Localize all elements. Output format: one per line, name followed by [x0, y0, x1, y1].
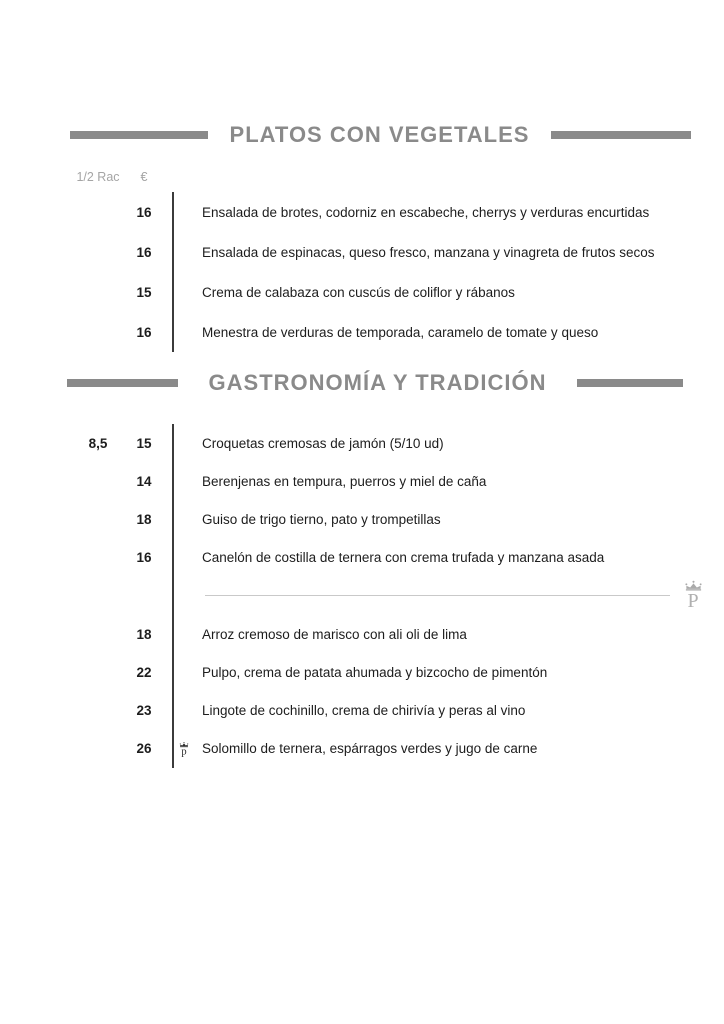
- menu-item-row: [0, 615, 724, 653]
- menu-item-row: [0, 462, 724, 500]
- menu-item-row: [0, 272, 724, 312]
- divider-line: [205, 595, 670, 596]
- item-description: Guiso de trigo tierno, pato y trompetillas: [202, 512, 441, 528]
- menu-item-row: [0, 192, 724, 232]
- item-price: 16: [136, 550, 152, 566]
- mark-letter: p: [181, 746, 187, 758]
- item-price: 26: [136, 741, 152, 757]
- item-description: Crema de calabaza con cuscús de coliflor y rábanos: [202, 284, 515, 300]
- column-headers: [70, 170, 162, 184]
- item-price: 16: [136, 244, 152, 260]
- item-list-vegetales: [0, 192, 724, 352]
- col-header-euro: €: [140, 170, 148, 184]
- item-price: 23: [136, 703, 152, 719]
- item-list-gastronomia: [0, 424, 724, 768]
- menu-item-row: [0, 500, 724, 538]
- menu-item-row: [0, 232, 724, 272]
- item-price: 18: [136, 626, 152, 642]
- item-price: 16: [136, 324, 152, 340]
- logo-letter: P: [687, 590, 699, 612]
- item-description: Lingote de cochinillo, crema de chirivía y peras al vino: [202, 703, 526, 719]
- restaurant-logo: [677, 580, 709, 611]
- crown-p-mark: [179, 741, 189, 756]
- header-rule-left: [70, 131, 208, 139]
- header-rule-right: [551, 131, 691, 139]
- item-description: Canelón de costilla de ternera con crema trufada y manzana asada: [202, 550, 605, 566]
- item-price: 16: [136, 204, 152, 220]
- half-ration-price: 8,5: [88, 435, 108, 451]
- item-description: Ensalada de brotes, codorniz en escabeche, cherrys y verduras encurtidas: [202, 204, 650, 220]
- item-description: Ensalada de espinacas, queso fresco, manzana y vinagreta de frutos secos: [202, 244, 655, 260]
- menu-item-row: [0, 424, 724, 462]
- menu-item-row: [0, 312, 724, 352]
- item-description: Menestra de verduras de temporada, caramelo de tomate y queso: [202, 324, 599, 340]
- item-description: Arroz cremoso de marisco con ali oli de lima: [202, 626, 467, 642]
- section-title-vegetales: PLATOS CON VEGETALES: [229, 122, 530, 147]
- item-price: 18: [136, 512, 152, 528]
- menu-item-row: [0, 539, 724, 577]
- item-price: 22: [136, 664, 152, 680]
- col-header-half-ration: 1/2 Rac: [76, 170, 120, 184]
- item-description: Croquetas cremosas de jamón (5/10 ud): [202, 435, 444, 451]
- menu-item-row: [0, 730, 724, 768]
- header-rule-right: [577, 379, 683, 387]
- header-rule-left: [67, 379, 178, 387]
- section-header-vegetales: [70, 121, 691, 149]
- item-description: Pulpo, crema de patata ahumada y bizcocho de pimentón: [202, 664, 548, 680]
- item-description: Solomillo de ternera, espárragos verdes y jugo de carne: [202, 741, 538, 757]
- item-price: 15: [136, 435, 152, 451]
- item-description: Berenjenas en tempura, puerros y miel de caña: [202, 473, 487, 489]
- section-divider-row: [0, 577, 724, 615]
- menu-item-row: [0, 653, 724, 691]
- section-title-gastronomia: GASTRONOMÍA Y TRADICIÓN: [208, 370, 547, 395]
- item-price: 15: [136, 284, 152, 300]
- menu-item-row: [0, 692, 724, 730]
- item-price: 14: [136, 473, 152, 489]
- section-header-gastronomia: [67, 369, 683, 397]
